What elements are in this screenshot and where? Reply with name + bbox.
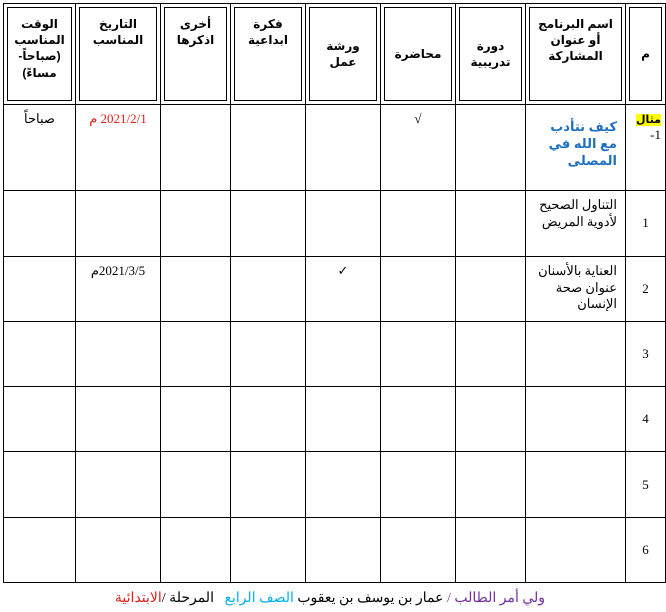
header-idea: فكرة ابداعية <box>231 4 306 105</box>
header-other: أخرى اذكرها <box>161 4 231 105</box>
participation-table <box>3 3 666 583</box>
row-num: 6 <box>626 517 666 582</box>
row-num: 2 <box>626 256 666 321</box>
row-program: التناول الصحيح لأدوية المريض <box>526 191 626 256</box>
row-date <box>76 517 161 582</box>
row-program: العناية بالأسنان عنوان صحة الإنسان <box>526 256 626 321</box>
row-workshop <box>306 517 381 582</box>
footer-line <box>0 590 660 607</box>
row-date <box>76 387 161 452</box>
example-date-cell <box>76 105 161 191</box>
row-program <box>526 387 626 452</box>
example-idea-cell <box>231 105 306 191</box>
example-label: مثال <box>636 114 661 126</box>
header-date: التاريخ المناسب <box>76 4 161 105</box>
example-course-cell <box>456 105 526 191</box>
row-program <box>526 517 626 582</box>
row-workshop <box>306 321 381 386</box>
header-workshop: ورشة عمل <box>306 4 381 105</box>
example-program-cell <box>526 105 626 191</box>
table-row <box>4 321 666 386</box>
row-workshop: ✓ <box>306 256 381 321</box>
row-workshop <box>306 452 381 517</box>
row-num: 5 <box>626 452 666 517</box>
header-num: م <box>626 4 666 105</box>
row-date: 2021/3/5م <box>76 256 161 321</box>
example-num: 1- <box>650 127 661 142</box>
row-num: 3 <box>626 321 666 386</box>
example-other-cell <box>161 105 231 191</box>
example-workshop-cell <box>306 105 381 191</box>
header-program: اسم البرنامج أو عنوان المشاركة <box>526 4 626 105</box>
student-name: عمار بن يوسف بن يعقوب <box>297 591 444 606</box>
row-program <box>526 321 626 386</box>
row-date <box>76 321 161 386</box>
header-course: دورة تدريبية <box>456 4 526 105</box>
table-row <box>4 387 666 452</box>
table-row <box>4 517 666 582</box>
example-date: 2021/2/1 م <box>89 111 147 126</box>
row-program <box>526 452 626 517</box>
row-num: 4 <box>626 387 666 452</box>
example-row <box>4 105 666 191</box>
guardian-label: ولي أمر الطالب / <box>446 591 546 606</box>
grade: الصف الرابع <box>224 591 294 606</box>
header-row <box>4 4 666 105</box>
check-mark: √ <box>414 111 422 126</box>
row-workshop <box>306 387 381 452</box>
table-row <box>4 191 666 256</box>
table-row <box>4 452 666 517</box>
row-num: 1 <box>626 191 666 256</box>
example-program: كيف نتأدب مع الله في المصلى <box>548 119 617 168</box>
row-date <box>76 191 161 256</box>
row-date <box>76 452 161 517</box>
example-num-cell <box>626 105 666 191</box>
example-time: صباحاً <box>24 111 55 126</box>
example-lecture-cell <box>381 105 456 191</box>
header-lecture: محاضرة <box>381 4 456 105</box>
stage-label: المرحلة / <box>161 591 214 606</box>
example-time-cell <box>4 105 76 191</box>
header-time: الوقت المناسب (صباحاً- مساءً) <box>4 4 76 105</box>
stage: الابتدائية <box>114 591 162 606</box>
table-row <box>4 256 666 321</box>
row-workshop <box>306 191 381 256</box>
